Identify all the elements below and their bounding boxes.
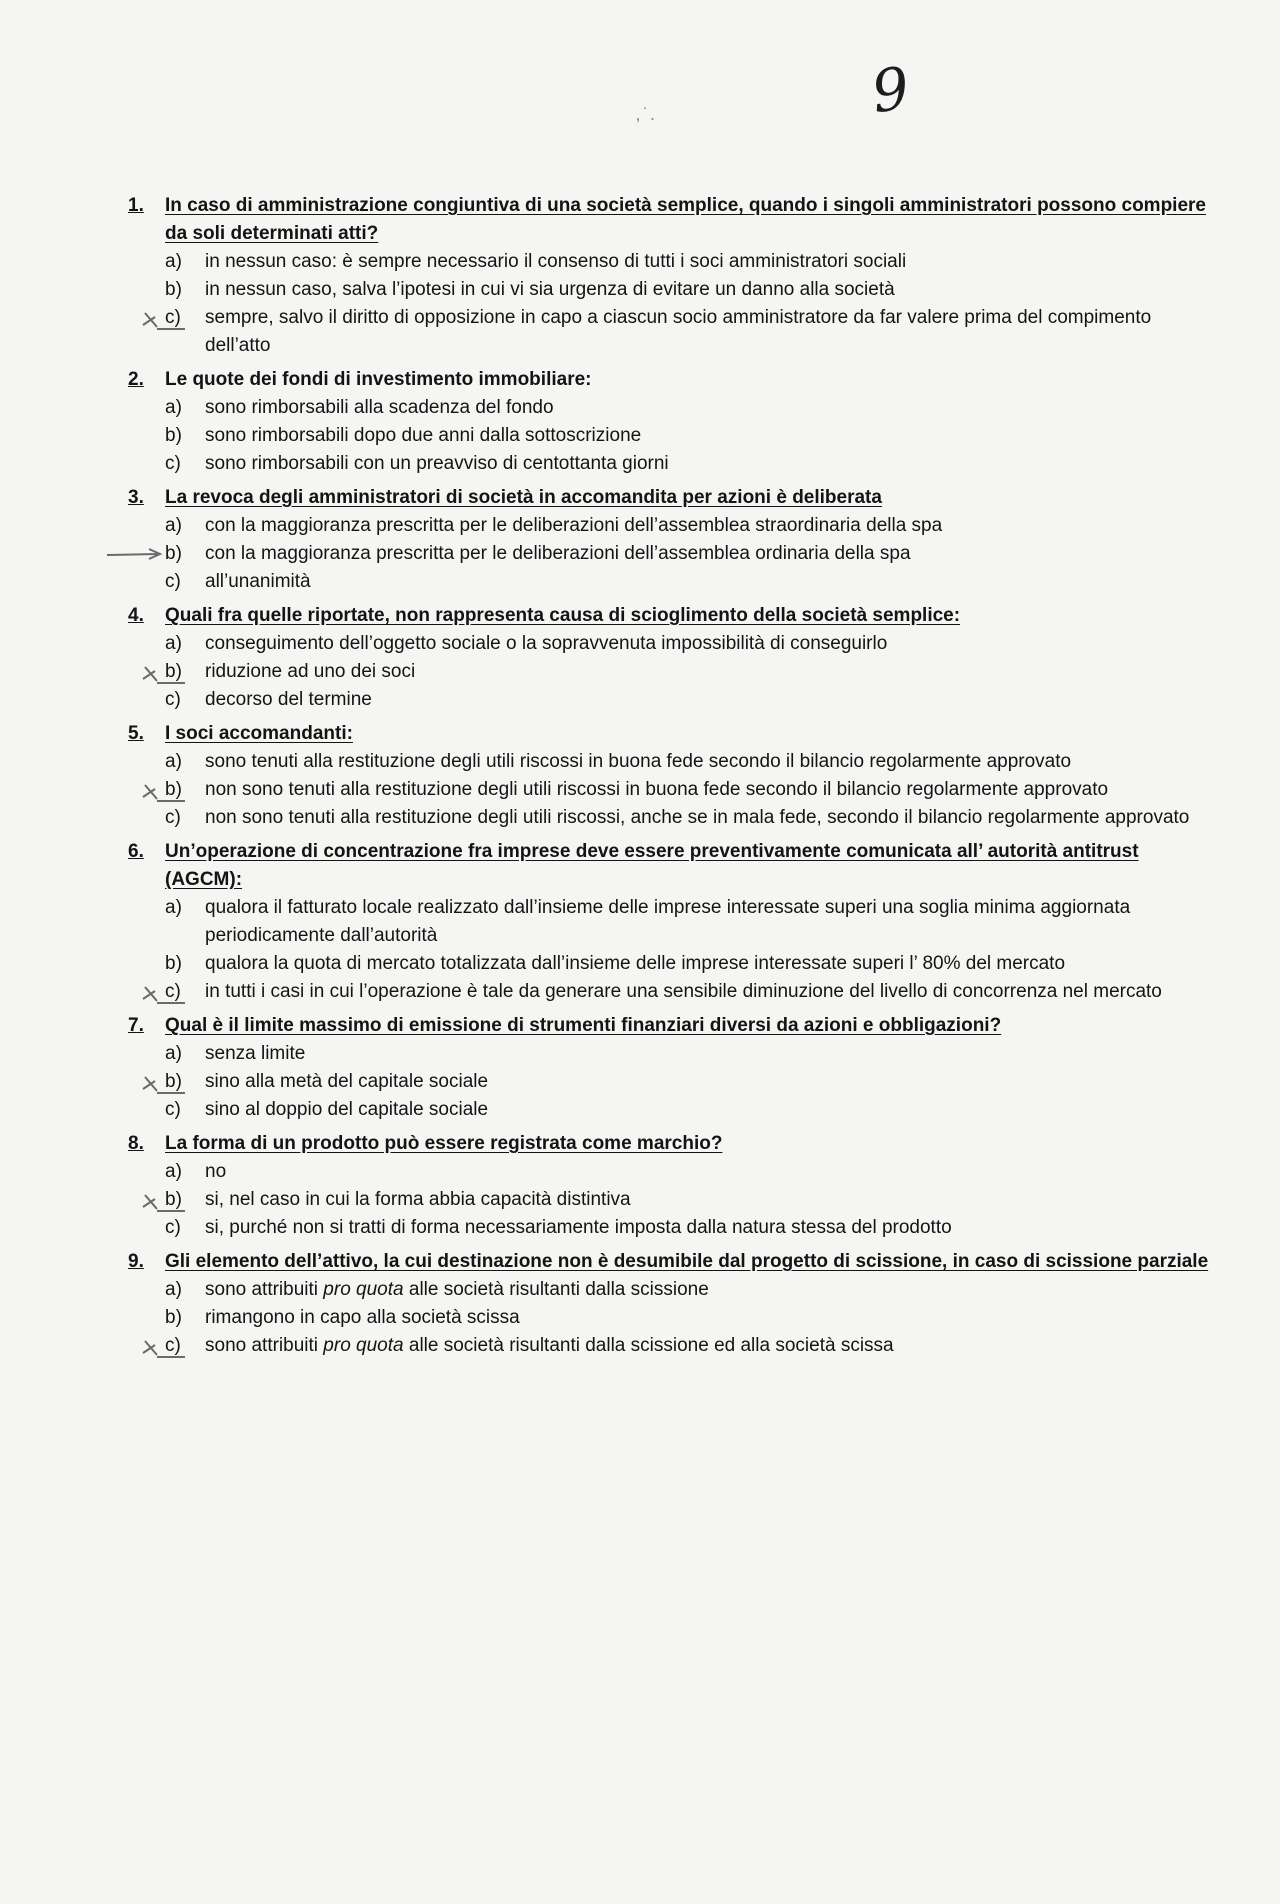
- option-a[interactable]: [165, 1040, 1213, 1068]
- question-4: [128, 602, 1213, 714]
- question-number: 6.: [128, 841, 144, 862]
- question-header: [128, 720, 1213, 748]
- answer-options: [165, 248, 1213, 360]
- option-text: si, purché non si tratti di forma necessariamente imposta dalla natura stessa del prodotto: [205, 1217, 952, 1238]
- answer-options: [165, 1158, 1213, 1242]
- question-header: [128, 366, 1213, 394]
- answer-options: [165, 630, 1213, 714]
- question-text: Le quote dei fondi di investimento immobiliare:: [165, 369, 592, 390]
- option-b[interactable]: [165, 950, 1213, 978]
- handwritten-check-mark-icon: [141, 1189, 187, 1213]
- option-letter: b): [165, 543, 182, 564]
- option-letter: a): [165, 751, 182, 772]
- option-text-after: alle società risultanti dalla scissione ed alla società scissa: [403, 1335, 894, 1356]
- question-number: 1.: [128, 195, 144, 216]
- question-header: [128, 602, 1213, 630]
- option-letter: c): [165, 453, 181, 474]
- question-header: [128, 1248, 1213, 1276]
- option-text: sono tenuti alla restituzione degli utili riscossi in buona fede secondo il bilancio regolarmente approvato: [205, 751, 1072, 772]
- option-letter: b): [165, 1071, 182, 1092]
- option-text-after: alle società risultanti dalla scissione: [403, 1279, 709, 1300]
- question-number: 2.: [128, 369, 144, 390]
- option-text: rimangono in capo alla società scissa: [205, 1307, 520, 1328]
- question-text: Un’operazione di concentrazione fra imprese deve essere preventivamente comunicata all’ autorità antitrust (AGCM):: [165, 841, 1139, 890]
- option-letter: c): [165, 689, 181, 710]
- option-b[interactable]: [165, 658, 1213, 686]
- option-letter: c): [165, 1099, 181, 1120]
- question-number: 4.: [128, 605, 144, 626]
- question-5: [128, 720, 1213, 832]
- option-text: decorso del termine: [205, 689, 372, 710]
- option-c[interactable]: [165, 804, 1213, 832]
- option-letter: a): [165, 251, 182, 272]
- answer-options: [165, 894, 1213, 1006]
- option-letter: b): [165, 1307, 182, 1328]
- option-text-italic: pro quota: [323, 1279, 404, 1300]
- answer-options: [165, 512, 1213, 596]
- option-text: conseguimento dell’oggetto sociale o la sopravvenuta impossibilità di conseguirlo: [205, 633, 888, 654]
- question-number: 5.: [128, 723, 144, 744]
- option-text: in tutti i casi in cui l’operazione è tale da generare una sensibile diminuzione del livello di concorrenza nel mercato: [205, 981, 1162, 1002]
- option-text: sono rimborsabili alla scadenza del fondo: [205, 397, 554, 418]
- option-a[interactable]: [165, 1158, 1213, 1186]
- handwritten-check-mark-icon: [141, 981, 187, 1005]
- option-text: si, nel caso in cui la forma abbia capacità distintiva: [205, 1189, 631, 1210]
- option-letter: c): [165, 307, 181, 328]
- option-a[interactable]: [165, 630, 1213, 658]
- handwritten-check-mark-icon: [141, 661, 187, 685]
- option-text: [205, 1276, 1213, 1304]
- option-letter: b): [165, 425, 182, 446]
- option-text: senza limite: [205, 1043, 306, 1064]
- option-letter: a): [165, 397, 182, 418]
- option-letter: b): [165, 953, 182, 974]
- question-number: 3.: [128, 487, 144, 508]
- question-8: [128, 1130, 1213, 1242]
- option-text-before: sono attribuiti: [205, 1335, 324, 1356]
- question-header: [128, 1130, 1213, 1158]
- handwritten-check-mark-icon: [141, 1071, 187, 1095]
- question-9: [128, 1248, 1213, 1360]
- option-b[interactable]: [165, 276, 1213, 304]
- option-letter: b): [165, 279, 182, 300]
- question-text: Qual è il limite massimo di emissione di strumenti finanziari diversi da azioni e obbligazioni?: [165, 1015, 1002, 1036]
- option-letter: a): [165, 897, 182, 918]
- question-text: La forma di un prodotto può essere registrata come marchio?: [165, 1133, 723, 1154]
- option-b[interactable]: [165, 1068, 1213, 1096]
- option-letter: a): [165, 1279, 182, 1300]
- handwritten-check-mark-icon: [141, 1335, 187, 1359]
- option-text: [205, 1332, 1213, 1360]
- option-text-italic: pro quota: [323, 1335, 404, 1356]
- option-letter: a): [165, 1043, 182, 1064]
- question-number: 9.: [128, 1251, 144, 1272]
- handwritten-arrow-icon: [105, 547, 163, 561]
- option-text: qualora il fatturato locale realizzato dall’insieme delle imprese interessate superi una soglia minima aggiornata periodicamente dall’autorità: [205, 897, 1131, 946]
- handwritten-page-number: 9: [867, 53, 914, 127]
- option-b[interactable]: [165, 422, 1213, 450]
- answer-options: [165, 1040, 1213, 1124]
- option-b[interactable]: [165, 776, 1213, 804]
- option-c[interactable]: [165, 1332, 1213, 1360]
- handwritten-check-mark-icon: [141, 779, 187, 803]
- option-a[interactable]: [165, 512, 1213, 540]
- question-header: [128, 838, 1213, 894]
- question-6: [128, 838, 1213, 1006]
- option-a[interactable]: [165, 394, 1213, 422]
- option-text: sono rimborsabili dopo due anni dalla sottoscrizione: [205, 425, 642, 446]
- option-text: con la maggioranza prescritta per le deliberazioni dell’assemblea ordinaria della spa: [205, 543, 911, 564]
- ink-smudge: ‚ ̇ .: [636, 104, 656, 124]
- question-header: [128, 484, 1213, 512]
- option-c[interactable]: [165, 1214, 1213, 1242]
- option-text: non sono tenuti alla restituzione degli utili riscossi in buona fede secondo il bilancio regolarmente approvato: [205, 779, 1109, 800]
- option-a[interactable]: [165, 1276, 1213, 1304]
- option-a[interactable]: [165, 748, 1213, 776]
- option-text: sino al doppio del capitale sociale: [205, 1099, 489, 1120]
- option-letter: b): [165, 661, 182, 682]
- question-3: [128, 484, 1213, 596]
- answer-options: [165, 748, 1213, 832]
- option-c[interactable]: [165, 568, 1213, 596]
- answer-options: [165, 1276, 1213, 1360]
- option-c[interactable]: [165, 304, 1213, 360]
- option-text: all’unanimità: [205, 571, 311, 592]
- option-a[interactable]: [165, 248, 1213, 276]
- question-7: [128, 1012, 1213, 1124]
- option-text: sono rimborsabili con un preavviso di centottanta giorni: [205, 453, 669, 474]
- option-c[interactable]: [165, 450, 1213, 478]
- option-text: non sono tenuti alla restituzione degli utili riscossi, anche se in mala fede, secondo il bilancio regolarmente approvato: [205, 807, 1190, 828]
- option-text-before: sono attribuiti: [205, 1279, 324, 1300]
- option-text: sempre, salvo il diritto di opposizione in capo a ciascun socio amministratore da far valere prima del compimento dell’atto: [205, 307, 1152, 356]
- question-header: [128, 192, 1213, 248]
- question-number: 8.: [128, 1133, 144, 1154]
- option-letter: c): [165, 807, 181, 828]
- option-letter: b): [165, 779, 182, 800]
- option-letter: c): [165, 1217, 181, 1238]
- option-c[interactable]: [165, 1096, 1213, 1124]
- option-letter: a): [165, 1161, 182, 1182]
- option-letter: c): [165, 1335, 181, 1356]
- option-text: qualora la quota di mercato totalizzata dall’insieme delle imprese interessate superi l’ 80% del mercato: [205, 953, 1066, 974]
- option-b[interactable]: [165, 540, 1213, 568]
- option-b[interactable]: [165, 1304, 1213, 1332]
- question-text: La revoca degli amministratori di società in accomandita per azioni è deliberata: [165, 487, 882, 508]
- option-text: in nessun caso, salva l’ipotesi in cui vi sia urgenza di evitare un danno alla società: [205, 279, 895, 300]
- question-2: [128, 366, 1213, 478]
- option-text: con la maggioranza prescritta per le deliberazioni dell’assemblea straordinaria della spa: [205, 515, 943, 536]
- question-text: Gli elemento dell’attivo, la cui destinazione non è desumibile dal progetto di scissione, in caso di scissione parziale: [165, 1251, 1209, 1272]
- option-letter: a): [165, 515, 182, 536]
- question-text: Quali fra quelle riportate, non rappresenta causa di scioglimento della società semplice:: [165, 605, 961, 626]
- option-text: in nessun caso: è sempre necessario il consenso di tutti i soci amministratori sociali: [205, 251, 907, 272]
- option-text: riduzione ad uno dei soci: [205, 661, 416, 682]
- option-c[interactable]: [165, 686, 1213, 714]
- option-b[interactable]: [165, 1186, 1213, 1214]
- option-text: sino alla metà del capitale sociale: [205, 1071, 489, 1092]
- question-number: 7.: [128, 1015, 144, 1036]
- option-letter: c): [165, 571, 181, 592]
- option-a[interactable]: [165, 894, 1213, 950]
- quiz-list: [128, 192, 1213, 1366]
- option-letter: b): [165, 1189, 182, 1210]
- option-letter: c): [165, 981, 181, 1002]
- question-header: [128, 1012, 1213, 1040]
- question-1: [128, 192, 1213, 360]
- question-text: In caso di amministrazione congiuntiva di una società semplice, quando i singoli amministratori possono compiere da soli determinati atti?: [165, 195, 1206, 244]
- option-text: no: [205, 1161, 227, 1182]
- handwritten-check-mark-icon: [141, 307, 187, 331]
- option-c[interactable]: [165, 978, 1213, 1006]
- question-text: I soci accomandanti:: [165, 723, 353, 744]
- option-letter: a): [165, 633, 182, 654]
- answer-options: [165, 394, 1213, 478]
